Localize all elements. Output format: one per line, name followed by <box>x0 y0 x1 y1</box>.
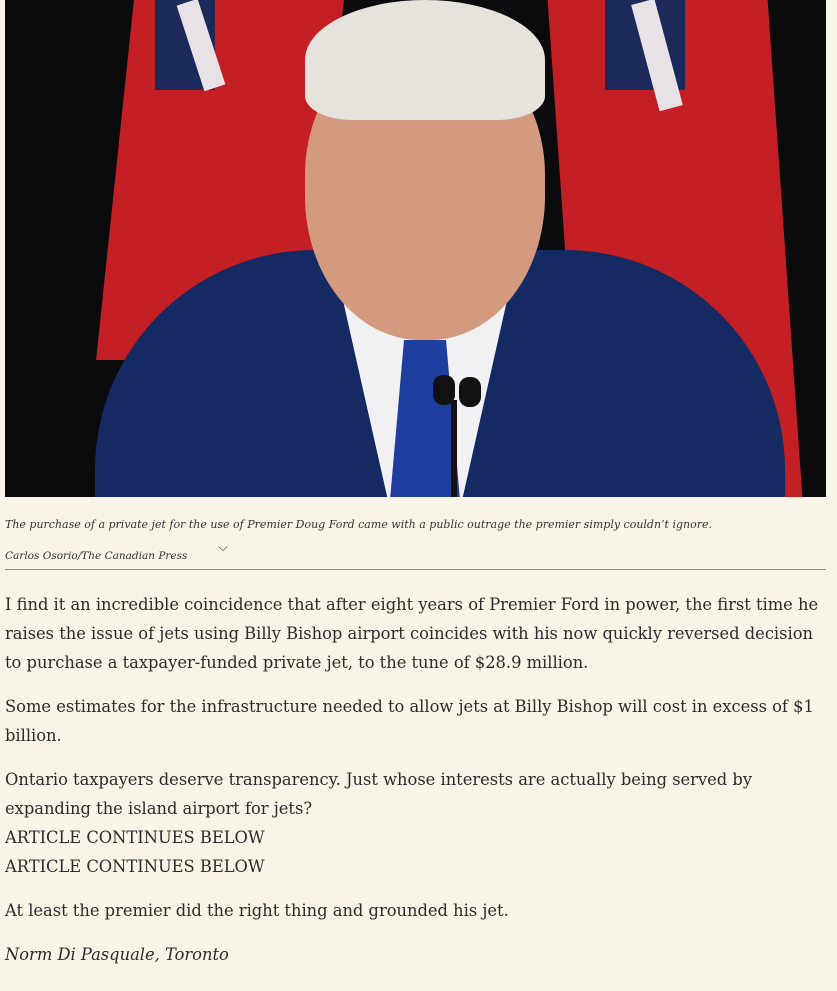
paragraph: Some estimates for the infrastructure needed to allow jets at Billy Bishop will cost in excess of $1 billion. <box>5 697 814 745</box>
ad-notice: ARTICLE CONTINUES BELOW <box>5 857 265 876</box>
letter-signature: Norm Di Pasquale, Toronto <box>5 945 229 964</box>
article-photo <box>5 0 826 497</box>
microphone <box>433 375 483 497</box>
paragraph: At least the premier did the right thing and grounded his jet. <box>5 901 509 920</box>
photo-caption: The purchase of a private jet for the use of Premier Doug Ford came with a public outrage the premier simply couldn’t ignore. <box>5 518 713 531</box>
paragraph: Ontario taxpayers deserve transparency. Just whose interests are actually being served by expanding the island airport for jets? <box>5 770 753 818</box>
ad-notice: ARTICLE CONTINUES BELOW <box>5 828 265 847</box>
divider <box>5 569 826 570</box>
paragraph: I find it an incredible coincidence that after eight years of Premier Ford in power, the first time he raises the issue of jets using Billy Bishop airport coincides with his now quickly reversed decision to purchase a taxpayer-funded private jet, to the tune of $28.9 million. <box>5 595 819 672</box>
chevron-down-icon[interactable]: ⌵ <box>218 540 228 555</box>
photo-credit: Carlos Osorio/The Canadian Press <box>5 550 188 562</box>
article-body <box>5 590 830 984</box>
hair <box>305 0 545 120</box>
